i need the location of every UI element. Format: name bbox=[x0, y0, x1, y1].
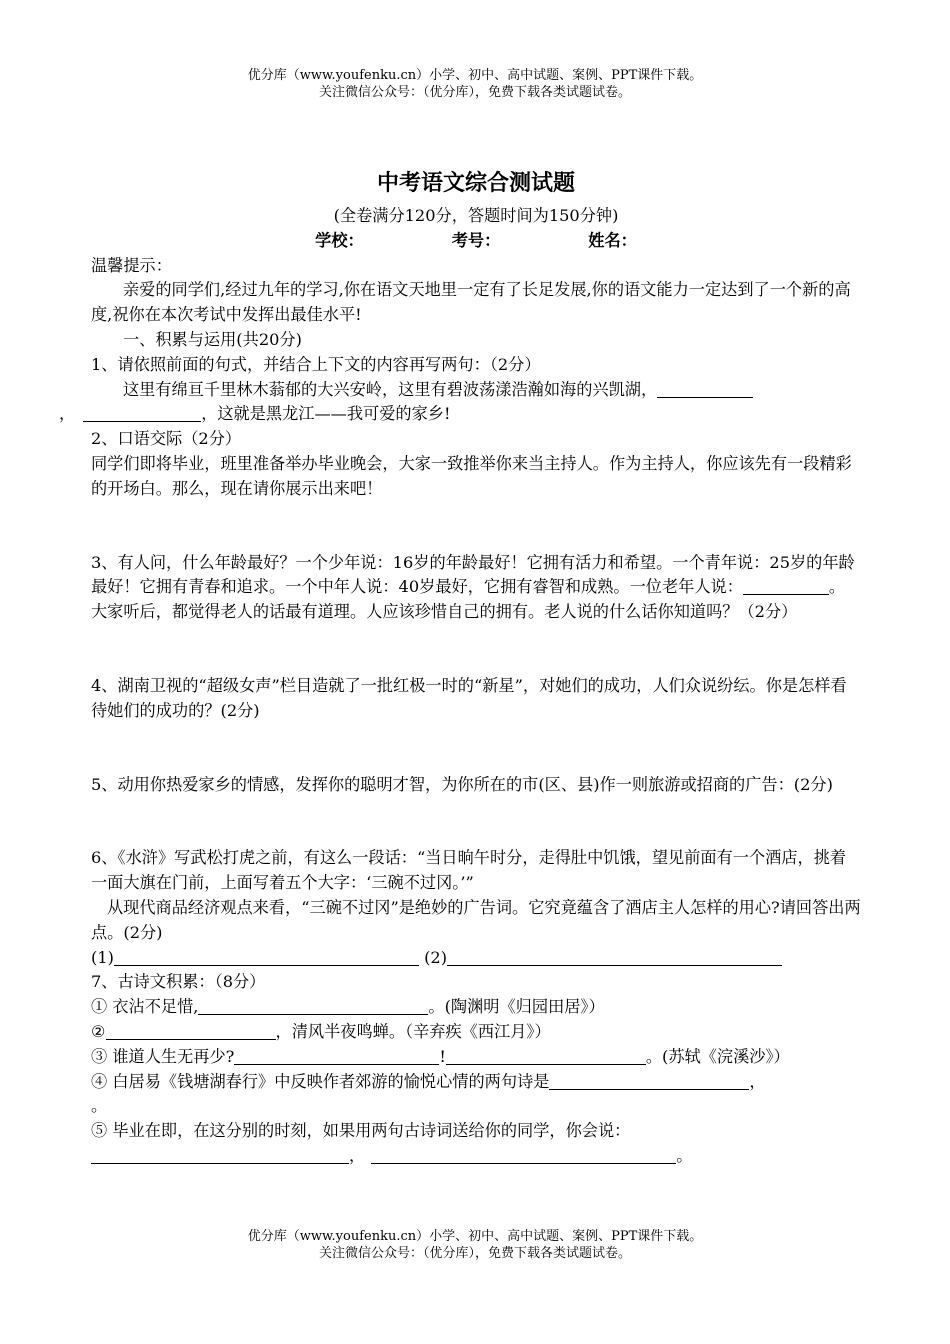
q7-item-2 bbox=[91, 1020, 861, 1045]
q7-item-4 bbox=[91, 1070, 861, 1095]
student-info-fields bbox=[91, 229, 861, 254]
exam-content bbox=[59, 168, 861, 1169]
footer-line-2: 关注微信公众号：（优分库），免费下载各类试题试卷。 bbox=[318, 1246, 631, 1261]
q7-item-1-source: 。(陶渊明《归园田居》） bbox=[428, 997, 605, 1017]
q3-part1: 3、有人问，什么年龄最好？一个少年说：16岁的年龄最好！它拥有活力和希望。一个青年说：25岁的年龄最好！它拥有青春和追求。一个中年人说：40岁最好，它拥有睿智和成熟。一位老年人说： bbox=[91, 552, 855, 597]
q7-item-3-blank-2[interactable] bbox=[446, 1048, 646, 1065]
header-line-2: 关注微信公众号：（优分库），免费下载各类试题试卷。 bbox=[318, 85, 631, 100]
q5-text: 5、动用你热爱家乡的情感，发挥你的聪明才智，为你所在的市(区、县)作一则旅游或招商的广告：(2分) bbox=[91, 774, 833, 794]
q7-item-1 bbox=[91, 995, 861, 1020]
q2-title: 2、口语交际（2分） bbox=[91, 429, 242, 449]
q6-text-1: 6、《水浒》写武松打虎之前，有这么一段话：“当日晌午时分，走得肚中饥饿，望见前面有一个酒店，挑着一面大旗在门前，上面写着五个大字：‘三碗不过冈。’” bbox=[91, 848, 847, 893]
q7-item-5-comma: ， bbox=[349, 1145, 366, 1165]
q7-item-5-blank-2[interactable] bbox=[371, 1147, 676, 1164]
number-label: 考号： bbox=[451, 230, 501, 250]
name-label: 姓名： bbox=[588, 230, 637, 250]
q7-item-3-source: 。(苏轼《浣溪沙》） bbox=[645, 1046, 790, 1066]
tips-label: 温馨提示： bbox=[91, 255, 172, 275]
q6-answer-2-label: (2) bbox=[418, 947, 448, 967]
q7-item-3-prompt: ③ 谁道人生无再少? bbox=[91, 1046, 235, 1066]
q7-item-1-prompt: ① 衣沾不足惜, bbox=[91, 997, 199, 1017]
q4-answer-space[interactable] bbox=[91, 724, 861, 773]
header-line-1: 优分库（www.youfenku.cn）小学、初中、高中试题、案例、PPT课件下载。 bbox=[247, 68, 703, 83]
footer-line-1: 优分库（www.youfenku.cn）小学、初中、高中试题、案例、PPT课件下载。 bbox=[247, 1229, 703, 1244]
q3-blank[interactable] bbox=[743, 578, 829, 595]
q1-end: ，这就是黑龙江——我可爱的家乡! bbox=[201, 404, 451, 424]
q1-title: 1、请依照前面的句式，并结合上下文的内容再写两句：（2分） bbox=[91, 354, 541, 374]
q6-answer-1-blank[interactable] bbox=[114, 949, 419, 966]
q7-item-2-source: ，清风半夜鸣蝉。（辛弃疾《西江月》） bbox=[275, 1021, 551, 1041]
school-label: 学校： bbox=[315, 230, 364, 250]
q7-item-2-number: ② bbox=[91, 1021, 106, 1041]
q7-item-3-blank-1[interactable] bbox=[234, 1048, 439, 1065]
tips-text: 亲爱的同学们,经过九年的学习,你在语文天地里一定有了长足发展,你的语文能力一定达到了一个新的高度,祝你在本次考试中发挥出最佳水平! bbox=[91, 280, 851, 325]
q6-answer-1-label: (1) bbox=[91, 947, 114, 967]
q7-item-5: ⑤ 毕业在即，在这分别的时刻，如果用两句古诗词送给你的同学，你会说： bbox=[91, 1121, 631, 1141]
q7-item-5-blank-1[interactable] bbox=[91, 1147, 349, 1164]
q4-text: 4、湖南卫视的“超级女声”栏目造就了一批红极一时的“新星”，对她们的成功，人们众说纷纭。你是怎样看待她们的成功的？(2分) bbox=[91, 675, 847, 720]
q7-item-4-prompt: ④ 白居易《钱塘湖春行》中反映作者郊游的愉悦心情的两句诗是 bbox=[91, 1071, 550, 1091]
q7-item-3-exclaim: ! bbox=[439, 1046, 446, 1066]
q3-answer-space[interactable] bbox=[91, 625, 861, 674]
q7-item-1-blank[interactable] bbox=[198, 998, 428, 1015]
section-heading: 一、积累与运用(共20分) bbox=[123, 329, 302, 349]
q1-sentence: 这里有绵亘千里林木蓊郁的大兴安岭，这里有碧波荡漾浩瀚如海的兴凯湖， bbox=[123, 379, 658, 399]
q7-item-2-blank[interactable] bbox=[106, 1023, 276, 1040]
page-footer bbox=[0, 1228, 950, 1262]
q1-blank-1[interactable] bbox=[657, 381, 753, 398]
q3-part2: 。大家听后，都觉得老人的话最有道理。人应该珍惜自己的拥有。老人说的什么话你知道吗？（2分） bbox=[91, 577, 846, 622]
q1-blank-2[interactable] bbox=[83, 405, 201, 422]
q1-comma: ， bbox=[59, 404, 76, 424]
subtitle: (全卷满分120分，答题时间为150分钟) bbox=[333, 206, 619, 225]
q3-text bbox=[91, 551, 861, 625]
q7-item-5-answers bbox=[91, 1144, 861, 1169]
page-title: 中考语文综合测试题 bbox=[376, 170, 575, 196]
q6-text-2: 从现代商品经济观点来看，“三碗不过冈”是绝妙的广告词。它究竟蕴含了酒店主人怎样的用心?请回答出两点。(2分) bbox=[91, 897, 861, 942]
q7-item-4-comma: ， bbox=[749, 1071, 766, 1091]
q5-answer-space[interactable] bbox=[91, 797, 861, 846]
q2-text: 同学们即将毕业，班里准备举办毕业晚会，大家一致推举你来当主持人。作为主持人，你应该先有一段精彩的开场白。那么，现在请你展示出来吧！ bbox=[91, 453, 852, 498]
q6-answers bbox=[91, 946, 861, 971]
q1-text bbox=[59, 378, 861, 428]
q7-item-5-period: 。 bbox=[676, 1145, 693, 1165]
q6-answer-2-blank[interactable] bbox=[447, 949, 782, 966]
q7-title: 7、古诗文积累：（8分） bbox=[91, 972, 266, 992]
page-header bbox=[0, 67, 950, 101]
q7-item-4-blank[interactable] bbox=[549, 1073, 749, 1090]
q2-answer-space[interactable] bbox=[91, 502, 861, 551]
q7-item-4-end: 。 bbox=[91, 1096, 108, 1116]
q7-item-3 bbox=[91, 1045, 861, 1070]
